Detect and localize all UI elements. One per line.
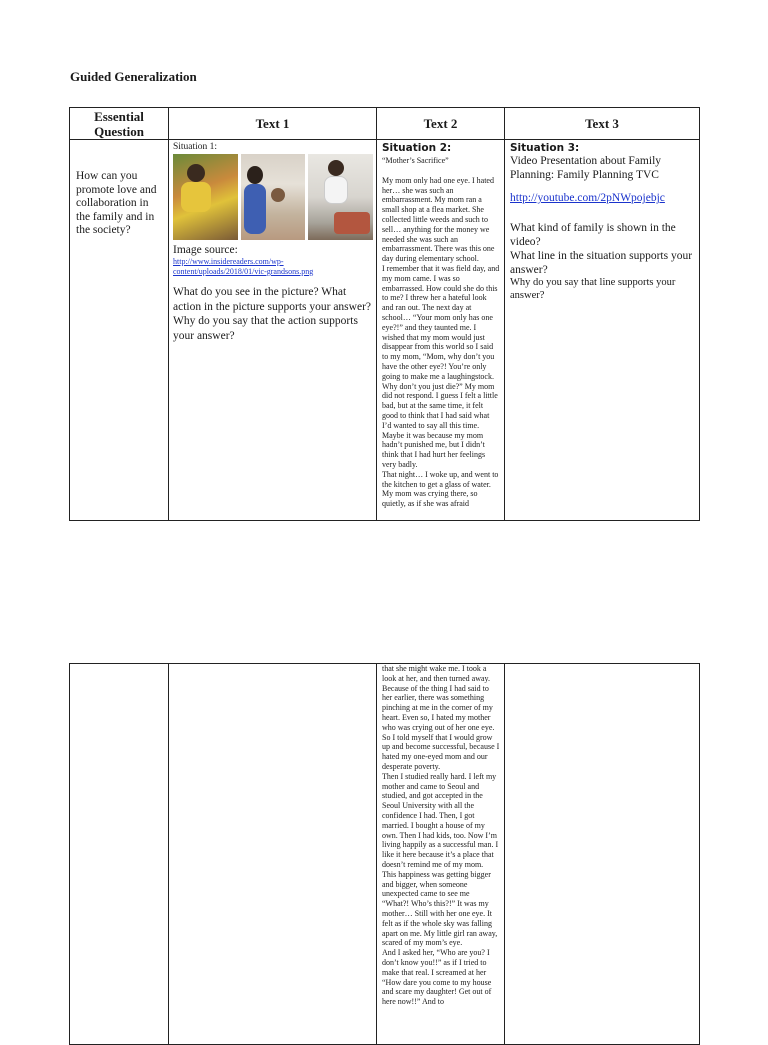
text3-question-2: What line in the situation supports your answer? (510, 250, 693, 276)
header-text-2: Text 2 (377, 108, 505, 140)
header-text-3: Text 3 (505, 108, 700, 140)
text3-question-3: Why do you say that line supports your answer? (510, 277, 676, 301)
photo-child-sweeping (308, 154, 373, 240)
header-text-1: Text 1 (169, 108, 377, 140)
essential-question-text: How can you promote love and collaboration in the family and in the society? (76, 170, 157, 236)
text1-questions: What do you see in the picture? What action in the picture supports your answer? Why do you say that the action supports your answer? (173, 286, 371, 342)
table-row (70, 664, 700, 1045)
text2-cell (377, 140, 505, 521)
situation-1-label: Situation 1: (173, 142, 218, 152)
youtube-link[interactable]: http://youtube.com/2pNWpojebjc (510, 192, 665, 204)
essential-question-cell (70, 140, 169, 521)
image-source-label: Image source: (173, 244, 238, 256)
photo-grandparents-with-grandsons (241, 154, 306, 240)
guided-generalization-table-continued (69, 663, 700, 1045)
situation-2-label: Situation 2: (382, 142, 452, 154)
photo-children-cooking (173, 154, 238, 240)
video-description: Video Presentation about Family Planning: Family Planning TVC (510, 155, 662, 181)
situation-3-label: Situation 3: (510, 142, 580, 154)
story-text-continued: that she might wake me. I took a look at her, and then turned away. Because of the thing I had said to her earlier, there was something pinching at me in the corner of my heart. Even so, I hated my mother who was crying out of her one eye. So I told myself that I would grow up and become successful, because I hated my one-eyed mom and our desperate poverty. Then I studied really hard. I left my mother and came to Seoul and studied, and got accepted in the Seoul University with all the confidence I had. Then, I got married. I bought a house of my own. Then I had kids, too. Now I’m living happily as a successful man. I like it here because it’s a place that doesn’t remind me of my mom. This happiness was getting bigger and bigger, when someone unexpected came to see me “What?! Who’s this?!” It was my mother… Still with her one eye. It felt as if the whole sky was falling apart on me. My little girl ran away, scared of my mom’s eye. And I asked her, “Who are you? I don’t know you!!” as if I tried to make that real. I screamed at her “How dare you come to my house and scare my daughter! Get out of here now!!” And to (382, 664, 500, 1007)
header-essential-question: Essential Question (70, 108, 169, 140)
text1-cell-continued (169, 664, 377, 1045)
story-text: My mom only had one eye. I hated her… she was such an embarrassment. My mom ran a small shop at a flea market. She collected little weeds and such to sell… anything for the money we needed she was such an embarrassment. There was this one day during elementary school. I remember that it was field day, and my mom came. I was so embarrassed. How could she do this to me? I threw her a hateful look and ran out. The next day at school… “Your mom only has one eye?!” and they taunted me. I wished that my mom would just disappear from this world so I said to my mom, “Mom, why don’t you have the other eye?! You’re only going to make me a laughingstock. Why don’t you just die?” My mom did not respond. I guess I felt a little bad, but at the same time, it felt good to think that I had said what I’d wanted to say all this time. Maybe it was because my mom hadn’t punished me, but I didn’t think that I had hurt her feelings very badly. That night… I woke up, and went to the kitchen to get a glass of water. My mom was crying there, so quietly, as if she was afraid (382, 175, 500, 509)
family-photo-collage (173, 154, 373, 240)
essential-question-cell-continued (70, 664, 169, 1045)
story-title: “Mother’s Sacrifice” (382, 156, 449, 165)
text3-cell (505, 140, 700, 521)
table-row (70, 140, 700, 521)
text3-question-1: What kind of family is shown in the video? (510, 222, 676, 248)
text2-cell-continued (377, 664, 505, 1045)
table-header-row (70, 108, 700, 140)
text3-cell-continued (505, 664, 700, 1045)
image-source-link[interactable]: http://www.insidereaders.com/wp-content/uploads/2018/01/vic-grandsons.png (173, 257, 314, 276)
text1-cell (169, 140, 377, 521)
guided-generalization-table (69, 107, 700, 521)
document-title: Guided Generalization (70, 69, 197, 84)
